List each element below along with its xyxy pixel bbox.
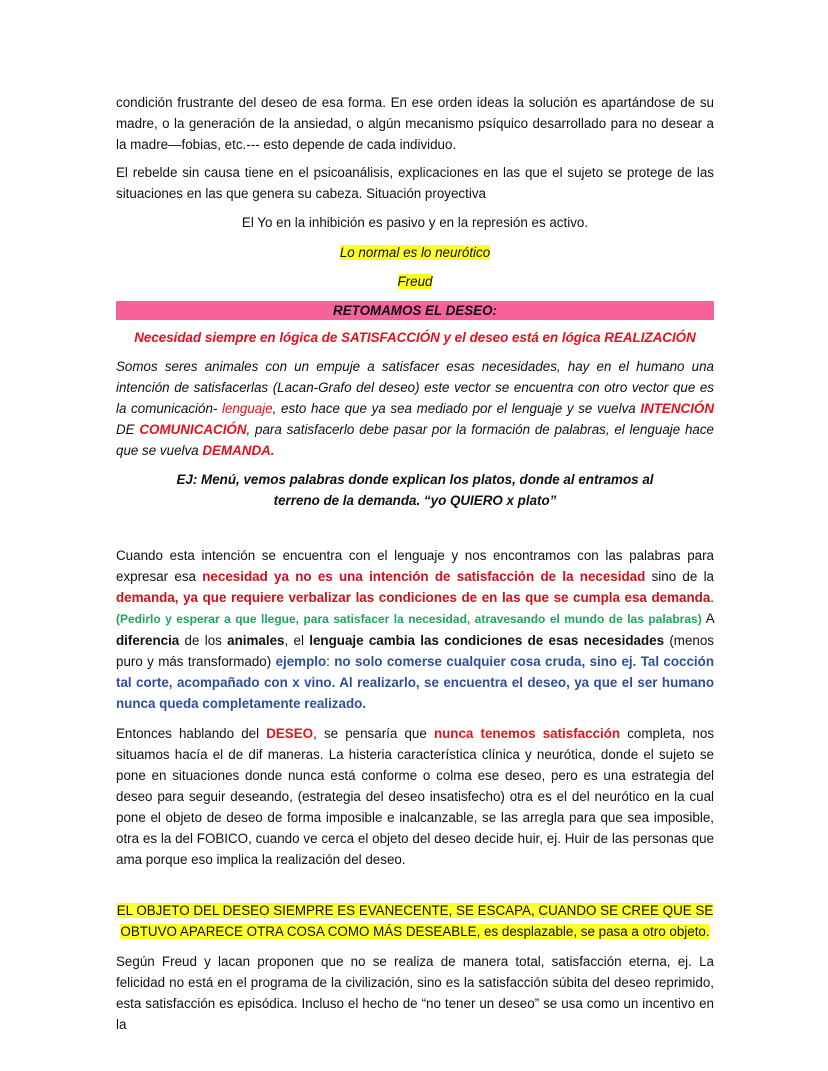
paragraph-condicion: condición frustrante del deseo de esa forma. En ese orden ideas la solución es apartándose de su madre, o la generación de la ansiedad, o algún mecanismo psíquico desarrollado para no desear a la madre—fobias, etc.--- esto depende de cada individuo. bbox=[116, 95, 714, 152]
text: , esto hace que ya sea mediado por el lenguaje y se vuelva bbox=[272, 401, 641, 416]
section-subheading: Necesidad siempre en lógica de SATISFACCIÓN y el deseo está en lógica REALIZACIÓN bbox=[134, 330, 696, 345]
text-deseo: DESEO bbox=[266, 726, 314, 741]
text: , para satisfacerlo debe pasar por la formación de palabras, el lenguaje hace que se vuelva bbox=[116, 422, 714, 458]
text-lenguaje: lenguaje bbox=[222, 401, 273, 416]
text: Somos seres animales con un empuje a satisfacer esas necesidades, hay en el humano una intención de satisfacerlas (Lacan-Grafo del deseo) este vector se encuentra con otro vector que es la comunicación- bbox=[116, 359, 714, 416]
highlight-paragraph bbox=[116, 900, 714, 942]
text-demanda: DEMANDA. bbox=[202, 443, 275, 458]
section-heading: RETOMAMOS EL DESEO: bbox=[116, 301, 714, 320]
paragraph-entonces bbox=[116, 723, 714, 870]
paragraph-cuando bbox=[116, 545, 714, 714]
text: Entonces hablando del bbox=[116, 726, 267, 741]
text-blue: no solo comerse cualquier cosa cruda, sino ej. Tal cocción tal corte, acompañado con x vino. Al realizarlo, se encuentra el deseo, ya que el ser humano nunca queda completamente realizado. bbox=[116, 654, 714, 711]
paragraph-somos bbox=[116, 356, 714, 461]
text: : bbox=[326, 654, 335, 669]
quote-text: Lo normal es lo neurótico bbox=[339, 245, 491, 260]
paragraph-segun: Según Freud y lacan proponen que no se realiza de manera total, satisfacción eterna, ej. La felicidad no está en el programa de la civilización, sino es la satisfacción súbita del deseo reprimido, esta satisfacción es episódica. Incluso el hecho de “no tener un deseo” se usa como un incentivo en la bbox=[116, 954, 714, 1032]
text: , el bbox=[284, 633, 310, 648]
author-text: Freud bbox=[397, 274, 433, 289]
example-text: EJ: Menú, vemos palabras donde explican los platos, donde al entramos al terreno de la demanda. “yo QUIERO x plato” bbox=[176, 472, 654, 508]
paragraph-yo: El Yo en la inhibición es pasivo y en la represión es activo. bbox=[241, 215, 589, 230]
text-red: demanda, ya que requiere verbalizar las condiciones de en las que se cumpla esa demanda bbox=[116, 590, 711, 605]
text-blue: ejemplo bbox=[275, 654, 327, 669]
highlight-text: EL OBJETO DEL DESEO SIEMPRE ES EVANECENTE, SE ESCAPA, CUANDO SE CREE QUE SE OBTUVO APARECE OTRA COSA COMO MÁS DESEABLE, es desplazable, se pasa a otro objeto. bbox=[116, 903, 714, 939]
document-page bbox=[116, 0, 714, 1063]
text-intencion: INTENCIÓN bbox=[640, 401, 715, 416]
text: . bbox=[710, 590, 714, 605]
text-comunicacion: COMUNICACIÓN bbox=[139, 422, 247, 437]
text: sino de la bbox=[645, 569, 715, 584]
text: de los bbox=[179, 633, 228, 648]
text: A bbox=[701, 611, 714, 626]
text: completa, nos situamos hacía el de dif maneras. La histeria característica clínica y neurótica, donde el sujeto se pone en situaciones donde nunca está conforme o colma ese deseo, pero es una estrategia del deseo para seguir deseando, (estrategia del deseo insatisfecho) otra es el del neurótico en la cual pone el objeto de deseo de forma imposible e inalcanzable, se las arregla para que sea imposible, otra es la del FOBICO, cuando ve cerca el objeto del deseo decide huir, ej. Huir de las personas que ama porque eso implica la realización del deseo. bbox=[116, 726, 715, 867]
text-satisfaccion: nunca tenemos satisfacción bbox=[433, 726, 621, 741]
text-bold: diferencia bbox=[116, 633, 180, 648]
quote-author bbox=[116, 271, 714, 292]
text: (menos puro y más transformado) bbox=[116, 633, 714, 669]
text: Cuando esta intención se encuentra con el lenguaje y nos encontramos con las palabras para expresar esa bbox=[116, 548, 714, 584]
quote-line bbox=[116, 242, 714, 263]
text: , se pensaría que bbox=[313, 726, 434, 741]
text-bold: lenguaje cambia las condiciones de esas necesidades bbox=[309, 633, 665, 648]
paragraph-rebelde: El rebelde sin causa tiene en el psicoanálisis, explicaciones en las que el sujeto se protege de las situaciones en las que genera su cabeza. Situación proyectiva bbox=[116, 165, 714, 201]
text-bold: animales bbox=[227, 633, 285, 648]
text-green: (Pedirlo y esperar a que llegue, para satisfacer la necesidad, atravesando el mundo de las palabras) bbox=[116, 612, 702, 626]
text-red: necesidad ya no es una intención de satisfacción de la necesidad bbox=[202, 569, 646, 584]
text: DE bbox=[116, 422, 140, 437]
